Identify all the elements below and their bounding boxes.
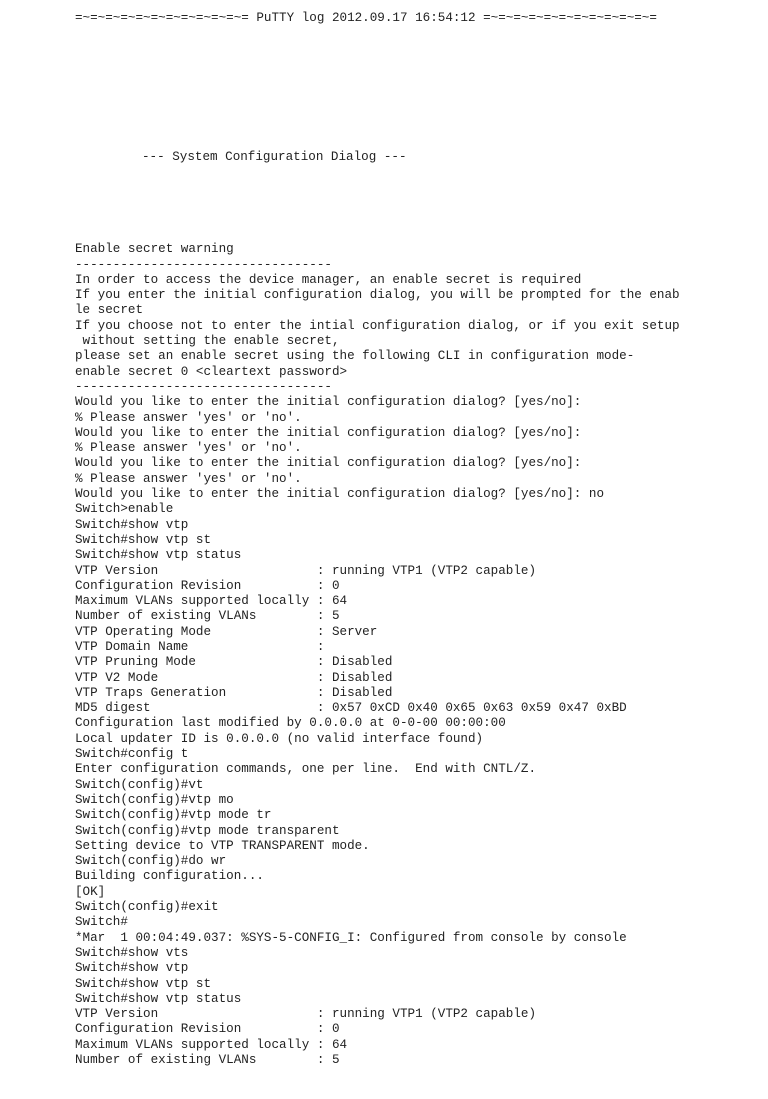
log-line: VTP Version : running VTP1 (VTP2 capable) bbox=[75, 1007, 537, 1022]
log-line: Number of existing VLANs : 5 bbox=[75, 609, 340, 624]
log-line: Switch#show vtp st bbox=[75, 532, 212, 547]
log-line: VTP Version : running VTP1 (VTP2 capable) bbox=[75, 563, 537, 578]
log-line: Enter configuration commands, one per line. End with CNTL/Z. bbox=[75, 762, 537, 777]
log-line: Would you like to enter the initial configuration dialog? [yes/no]: bbox=[75, 395, 582, 410]
log-line: Maximum VLANs supported locally : 64 bbox=[75, 594, 348, 609]
log-line: % Please answer 'yes' or 'no'. bbox=[75, 410, 302, 425]
log-line: Setting device to VTP TRANSPARENT mode. bbox=[75, 838, 370, 853]
log-line: Switch#config t bbox=[75, 747, 189, 762]
log-line: Switch#show vtp bbox=[75, 517, 189, 532]
log-line: Configuration last modified by 0.0.0.0 at 0-0-00 00:00:00 bbox=[75, 716, 506, 731]
log-line: Switch#show vts bbox=[75, 945, 189, 960]
log-line: VTP Traps Generation : Disabled bbox=[75, 685, 393, 700]
log-line: Configuration Revision : 0 bbox=[75, 578, 340, 593]
log-line: Switch(config)#vtp mode tr bbox=[75, 808, 272, 823]
log-line: Number of existing VLANs : 5 bbox=[75, 1053, 340, 1067]
log-line: If you choose not to enter the intial configuration dialog, or if you exit setup bbox=[75, 318, 680, 333]
log-line: In order to access the device manager, an enable secret is required bbox=[75, 272, 582, 287]
log-line: Enable secret warning bbox=[75, 242, 234, 257]
log-line: Switch(config)#do wr bbox=[75, 854, 227, 869]
log-line: Switch>enable bbox=[75, 502, 174, 517]
log-line: *Mar 1 00:04:49.037: %SYS-5-CONFIG_I: Configured from console by console bbox=[75, 930, 627, 945]
log-line: Switch# bbox=[75, 915, 128, 930]
log-line: Would you like to enter the initial configuration dialog? [yes/no]: bbox=[75, 425, 582, 440]
log-line: Switch(config)#vtp mode transparent bbox=[75, 823, 340, 838]
log-lines bbox=[75, 242, 755, 1068]
log-line: Switch#show vtp status bbox=[75, 991, 242, 1006]
log-line: please set an enable secret using the following CLI in configuration mode- bbox=[75, 349, 635, 364]
log-line: Switch#show vtp st bbox=[75, 976, 212, 991]
log-line-blank bbox=[75, 196, 755, 211]
log-line: Switch#show vtp status bbox=[75, 548, 242, 563]
log-line: enable secret 0 <cleartext password> bbox=[75, 364, 348, 379]
log-line-blank bbox=[75, 105, 755, 120]
log-line: Building configuration... bbox=[75, 869, 264, 884]
log-line: Configuration Revision : 0 bbox=[75, 1022, 340, 1037]
log-line: Switch(config)#exit bbox=[75, 900, 219, 915]
log-line: Switch#show vtp bbox=[75, 961, 189, 976]
log-line: % Please answer 'yes' or 'no'. bbox=[75, 471, 302, 486]
dialog-title: --- System Configuration Dialog --- bbox=[142, 150, 407, 165]
log-line: % Please answer 'yes' or 'no'. bbox=[75, 441, 302, 456]
log-line: VTP V2 Mode : Disabled bbox=[75, 670, 393, 685]
log-line: without setting the enable secret, bbox=[75, 334, 340, 349]
log-line: VTP Domain Name : bbox=[75, 639, 325, 654]
log-line: MD5 digest : 0x57 0xCD 0x40 0x65 0x63 0x59 0x47 0xBD bbox=[75, 701, 627, 716]
log-line: Switch(config)#vt bbox=[75, 777, 204, 792]
log-line: Switch(config)#vtp mo bbox=[75, 792, 234, 807]
log-line: VTP Operating Mode : Server bbox=[75, 624, 378, 639]
log-line: ---------------------------------- bbox=[75, 379, 332, 394]
log-line: Local updater ID is 0.0.0.0 (no valid interface found) bbox=[75, 731, 484, 746]
log-line: ---------------------------------- bbox=[75, 257, 332, 272]
log-line: Would you like to enter the initial configuration dialog? [yes/no]: bbox=[75, 456, 582, 471]
putty-log-header: =~=~=~=~=~=~=~=~=~=~=~= PuTTY log 2012.09.17 16:54:12 =~=~=~=~=~=~=~=~=~=~=~= bbox=[75, 11, 657, 25]
log-line: If you enter the initial configuration dialog, you will be prompted for the enab bbox=[75, 288, 680, 303]
log-line: Maximum VLANs supported locally : 64 bbox=[75, 1037, 348, 1052]
log-line: VTP Pruning Mode : Disabled bbox=[75, 655, 393, 670]
log-line: le secret bbox=[75, 303, 144, 318]
log-line: [OK] bbox=[75, 884, 106, 899]
log-line: Would you like to enter the initial configuration dialog? [yes/no]: no bbox=[75, 487, 605, 502]
terminal-log-body bbox=[75, 74, 755, 1099]
